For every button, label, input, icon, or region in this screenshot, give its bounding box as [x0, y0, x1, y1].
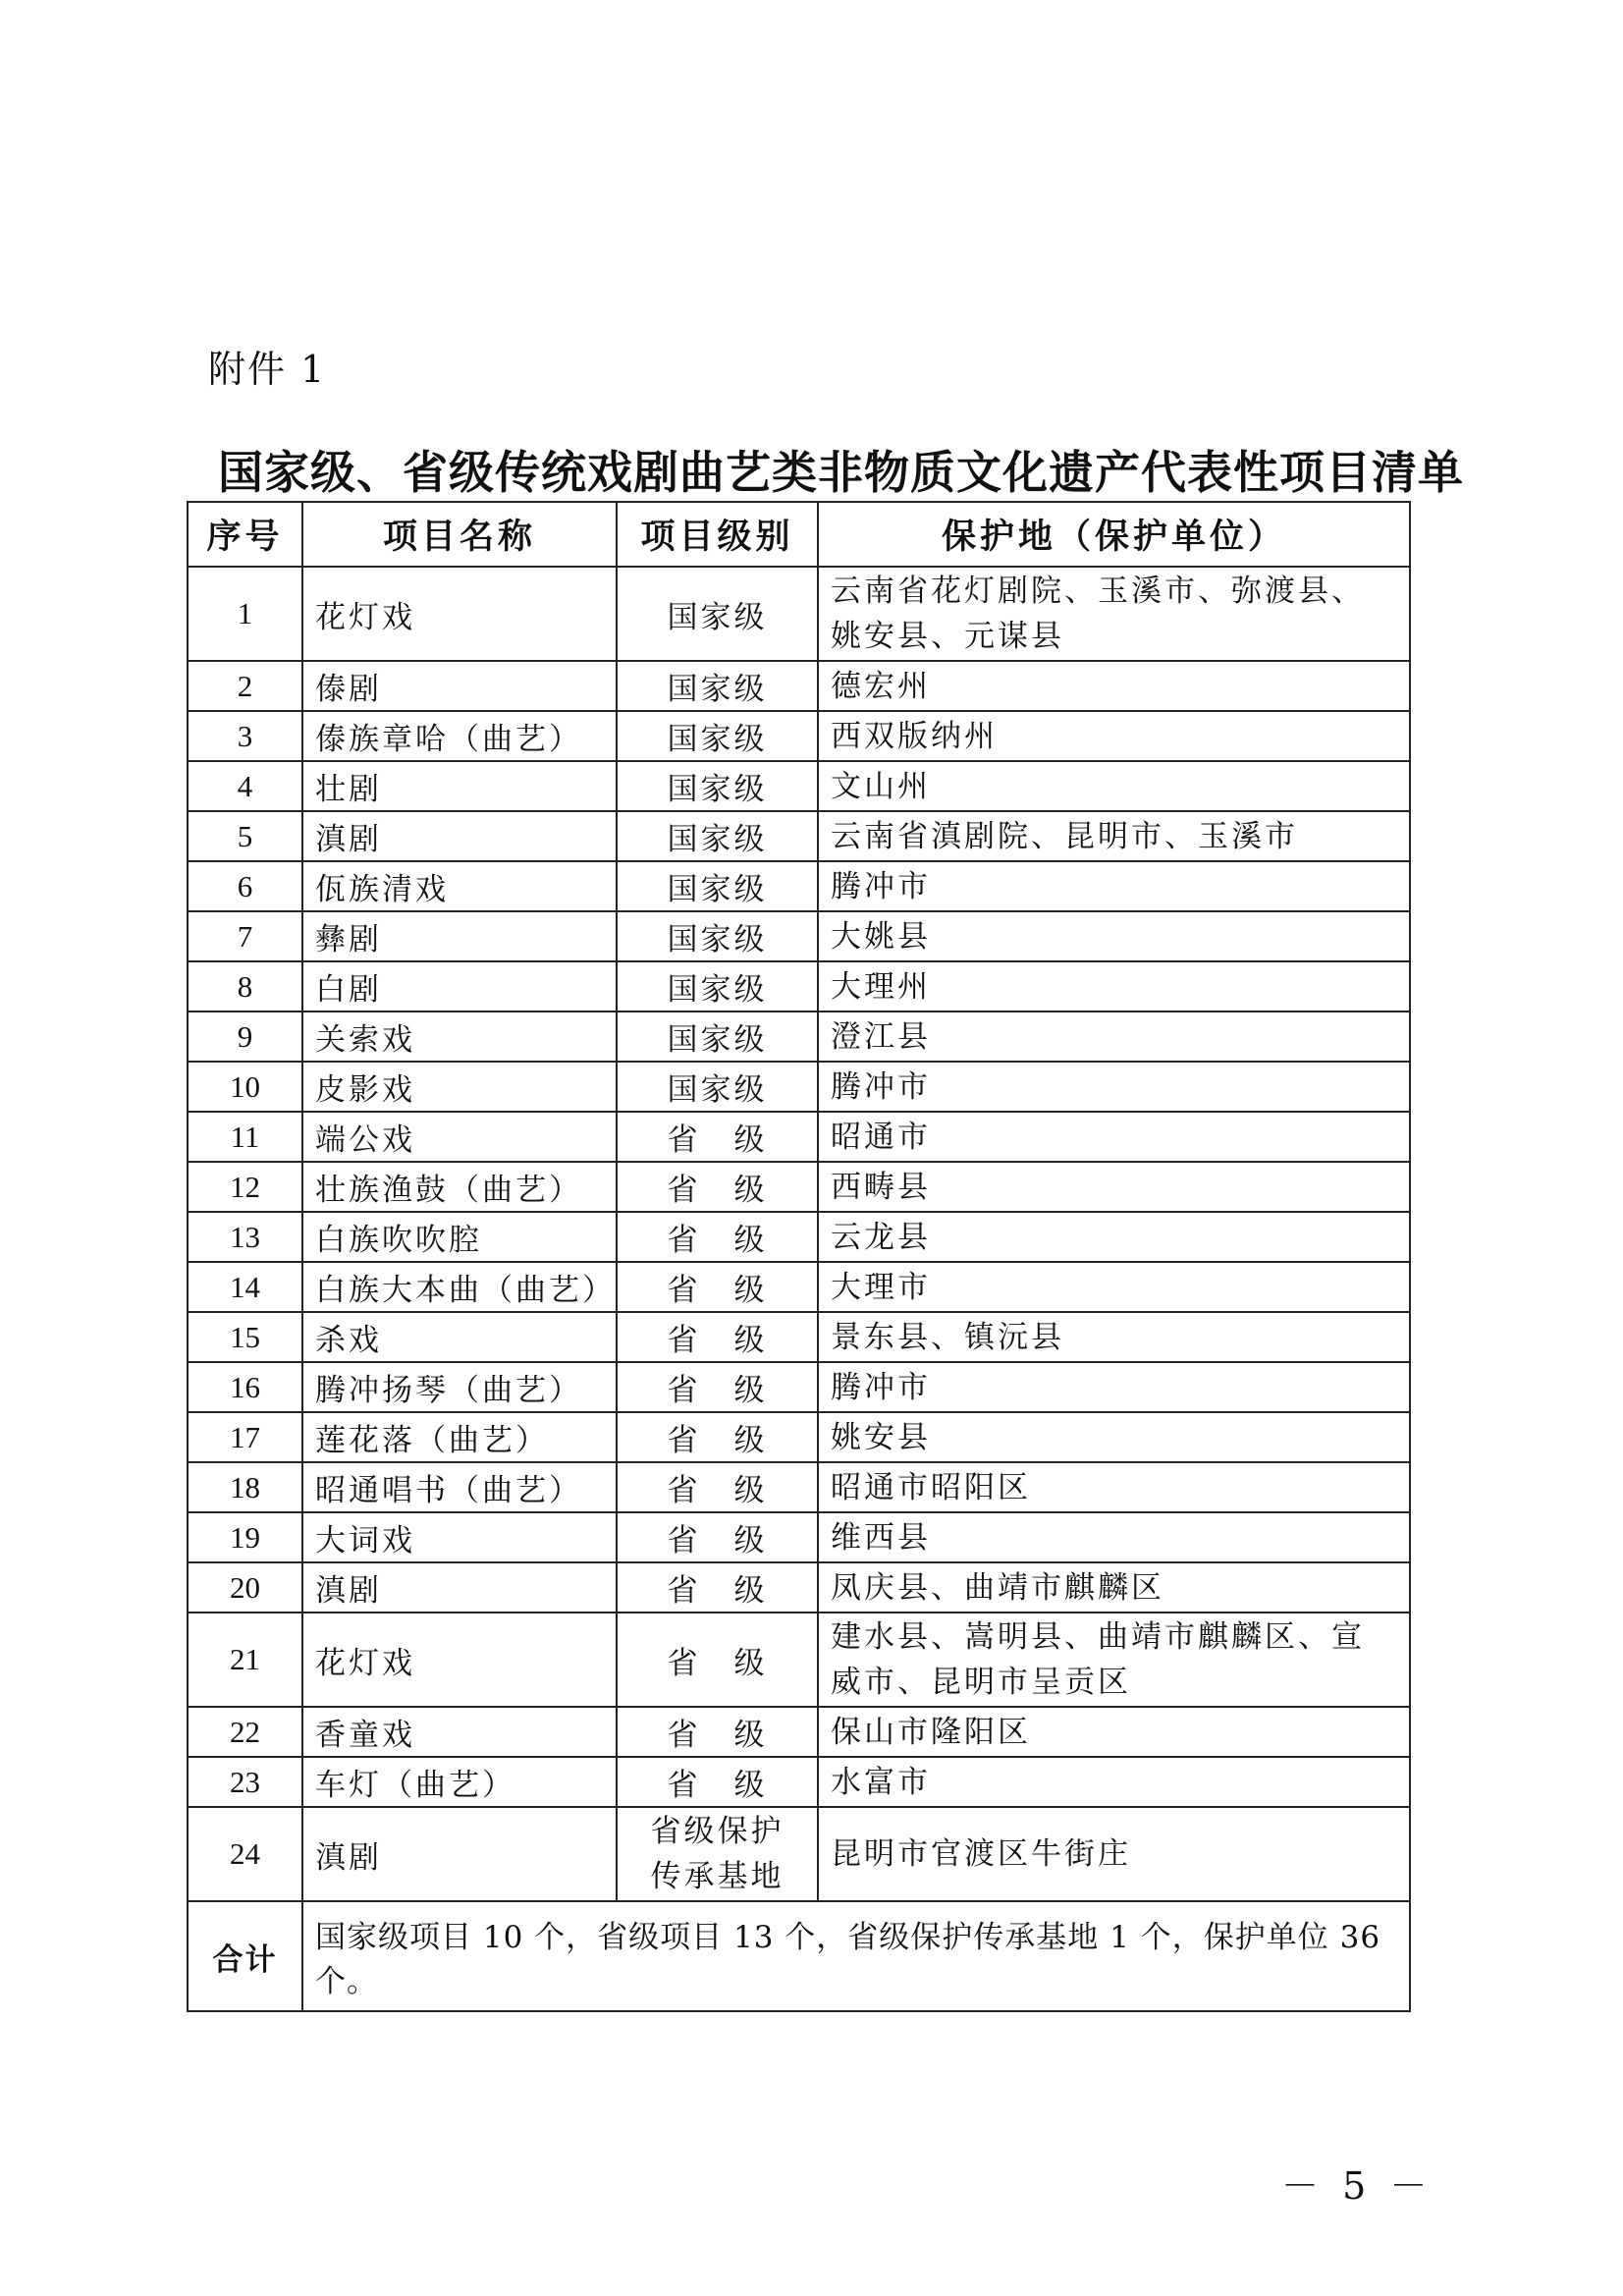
cell-location: 昭通市昭阳区	[818, 1462, 1410, 1512]
cell-number: 24	[188, 1807, 302, 1901]
table-row	[188, 1112, 1410, 1162]
cell-number: 19	[188, 1512, 302, 1562]
cell-name: 香童戏	[302, 1707, 617, 1757]
cell-level: 国家级	[617, 961, 818, 1011]
cell-location: 腾冲市	[818, 861, 1410, 911]
cell-name: 白族大本曲（曲艺）	[302, 1262, 617, 1312]
cell-location: 凤庆县、曲靖市麒麟区	[818, 1562, 1410, 1613]
cell-name: 滇剧	[302, 811, 617, 861]
cell-level: 国家级	[617, 811, 818, 861]
cell-number: 11	[188, 1112, 302, 1162]
cell-number: 20	[188, 1562, 302, 1613]
cell-level: 国家级	[617, 861, 818, 911]
cell-name: 傣剧	[302, 661, 617, 711]
header-project-level: 项目级别	[617, 502, 818, 567]
cell-level: 省 级	[617, 1462, 818, 1512]
cell-number: 6	[188, 861, 302, 911]
cell-location: 腾冲市	[818, 1362, 1410, 1412]
header-protection-location: 保护地（保护单位）	[818, 502, 1410, 567]
cell-number: 9	[188, 1011, 302, 1062]
cell-level: 省 级	[617, 1162, 818, 1212]
cell-location: 维西县	[818, 1512, 1410, 1562]
cell-number: 1	[188, 567, 302, 661]
table-row	[188, 1412, 1410, 1462]
cell-location: 云南省滇剧院、昆明市、玉溪市	[818, 811, 1410, 861]
cell-number: 8	[188, 961, 302, 1011]
cell-number: 15	[188, 1312, 302, 1362]
header-project-name: 项目名称	[302, 502, 617, 567]
cell-location: 云南省花灯剧院、玉溪市、弥渡县、姚安县、元谋县	[818, 567, 1410, 661]
document-title: 国家级、省级传统戏剧曲艺类非物质文化遗产代表性项目清单	[218, 446, 1464, 499]
cell-level: 省 级	[617, 1707, 818, 1757]
table-row	[188, 1312, 1410, 1362]
cell-level: 国家级	[617, 1011, 818, 1062]
cell-name: 滇剧	[302, 1807, 617, 1901]
cell-name: 车灯（曲艺）	[302, 1757, 617, 1807]
cell-number: 23	[188, 1757, 302, 1807]
cell-number: 5	[188, 811, 302, 861]
table-row	[188, 1707, 1410, 1757]
cell-name: 腾冲扬琴（曲艺）	[302, 1362, 617, 1412]
table-row	[188, 761, 1410, 811]
cell-location: 西畴县	[818, 1162, 1410, 1212]
cell-number: 10	[188, 1062, 302, 1112]
cell-location: 云龙县	[818, 1212, 1410, 1262]
cell-level: 省 级	[617, 1613, 818, 1707]
table-row	[188, 711, 1410, 761]
table-row	[188, 1062, 1410, 1112]
table-row	[188, 1613, 1410, 1707]
table-row	[188, 1011, 1410, 1062]
table-total-row	[188, 1901, 1410, 2011]
cell-level: 省 级	[617, 1212, 818, 1262]
cell-number: 21	[188, 1613, 302, 1707]
cell-location: 姚安县	[818, 1412, 1410, 1462]
cell-name: 傣族章哈（曲艺）	[302, 711, 617, 761]
cell-name: 白剧	[302, 961, 617, 1011]
cell-level: 省 级	[617, 1562, 818, 1613]
cell-name: 花灯戏	[302, 1613, 617, 1707]
cell-name: 白族吹吹腔	[302, 1212, 617, 1262]
cell-level: 省 级	[617, 1262, 818, 1312]
cell-number: 14	[188, 1262, 302, 1312]
cell-name: 彝剧	[302, 911, 617, 961]
page-number: － 5 －	[1281, 2164, 1434, 2208]
cell-name: 滇剧	[302, 1562, 617, 1613]
cell-level: 省级保护传承基地	[617, 1807, 818, 1901]
table-row	[188, 1362, 1410, 1412]
cell-name: 杀戏	[302, 1312, 617, 1362]
cell-number: 22	[188, 1707, 302, 1757]
cell-location: 腾冲市	[818, 1062, 1410, 1112]
cell-name: 关索戏	[302, 1011, 617, 1062]
cell-name: 昭通唱书（曲艺）	[302, 1462, 617, 1512]
cell-number: 7	[188, 911, 302, 961]
cell-location: 西双版纳州	[818, 711, 1410, 761]
cell-level: 省 级	[617, 1112, 818, 1162]
heritage-project-table	[187, 501, 1411, 2012]
total-summary: 国家级项目 10 个，省级项目 13 个，省级保护传承基地 1 个，保护单位 36 个。	[302, 1901, 1410, 2011]
cell-location: 大理州	[818, 961, 1410, 1011]
table-row	[188, 1807, 1410, 1901]
cell-location: 大理市	[818, 1262, 1410, 1312]
cell-level: 国家级	[617, 661, 818, 711]
cell-name: 佤族清戏	[302, 861, 617, 911]
table-row	[188, 861, 1410, 911]
table-row	[188, 1162, 1410, 1212]
cell-location: 建水县、嵩明县、曲靖市麒麟区、宣威市、昆明市呈贡区	[818, 1613, 1410, 1707]
cell-location: 昆明市官渡区牛街庄	[818, 1807, 1410, 1901]
table-row	[188, 1512, 1410, 1562]
cell-location: 文山州	[818, 761, 1410, 811]
cell-number: 16	[188, 1362, 302, 1412]
table-row	[188, 811, 1410, 861]
total-label: 合计	[188, 1901, 302, 2011]
cell-number: 18	[188, 1462, 302, 1512]
table-row	[188, 911, 1410, 961]
cell-name: 端公戏	[302, 1112, 617, 1162]
cell-level: 国家级	[617, 567, 818, 661]
cell-level: 国家级	[617, 1062, 818, 1112]
table-row	[188, 1212, 1410, 1262]
cell-location: 保山市隆阳区	[818, 1707, 1410, 1757]
cell-location: 德宏州	[818, 661, 1410, 711]
cell-number: 12	[188, 1162, 302, 1212]
cell-location: 水富市	[818, 1757, 1410, 1807]
table-header-row	[188, 502, 1410, 567]
cell-level: 省 级	[617, 1362, 818, 1412]
cell-location: 景东县、镇沅县	[818, 1312, 1410, 1362]
cell-level: 国家级	[617, 761, 818, 811]
table-row	[188, 661, 1410, 711]
cell-location: 昭通市	[818, 1112, 1410, 1162]
cell-location: 大姚县	[818, 911, 1410, 961]
cell-number: 2	[188, 661, 302, 711]
table-row	[188, 1757, 1410, 1807]
table-row	[188, 1562, 1410, 1613]
cell-level: 省 级	[617, 1757, 818, 1807]
cell-name: 大词戏	[302, 1512, 617, 1562]
cell-level: 国家级	[617, 911, 818, 961]
cell-level: 国家级	[617, 711, 818, 761]
table-row	[188, 567, 1410, 661]
cell-level: 省 级	[617, 1512, 818, 1562]
cell-name: 花灯戏	[302, 567, 617, 661]
cell-number: 17	[188, 1412, 302, 1462]
cell-name: 壮族渔鼓（曲艺）	[302, 1162, 617, 1212]
cell-number: 4	[188, 761, 302, 811]
cell-number: 13	[188, 1212, 302, 1262]
cell-number: 3	[188, 711, 302, 761]
table-row	[188, 1462, 1410, 1512]
header-number: 序号	[188, 502, 302, 567]
cell-level: 省 级	[617, 1412, 818, 1462]
cell-location: 澄江县	[818, 1011, 1410, 1062]
table-row	[188, 961, 1410, 1011]
attachment-label: 附件 1	[208, 348, 327, 391]
table-row	[188, 1262, 1410, 1312]
cell-name: 皮影戏	[302, 1062, 617, 1112]
cell-name: 壮剧	[302, 761, 617, 811]
cell-name: 莲花落（曲艺）	[302, 1412, 617, 1462]
cell-level: 省 级	[617, 1312, 818, 1362]
